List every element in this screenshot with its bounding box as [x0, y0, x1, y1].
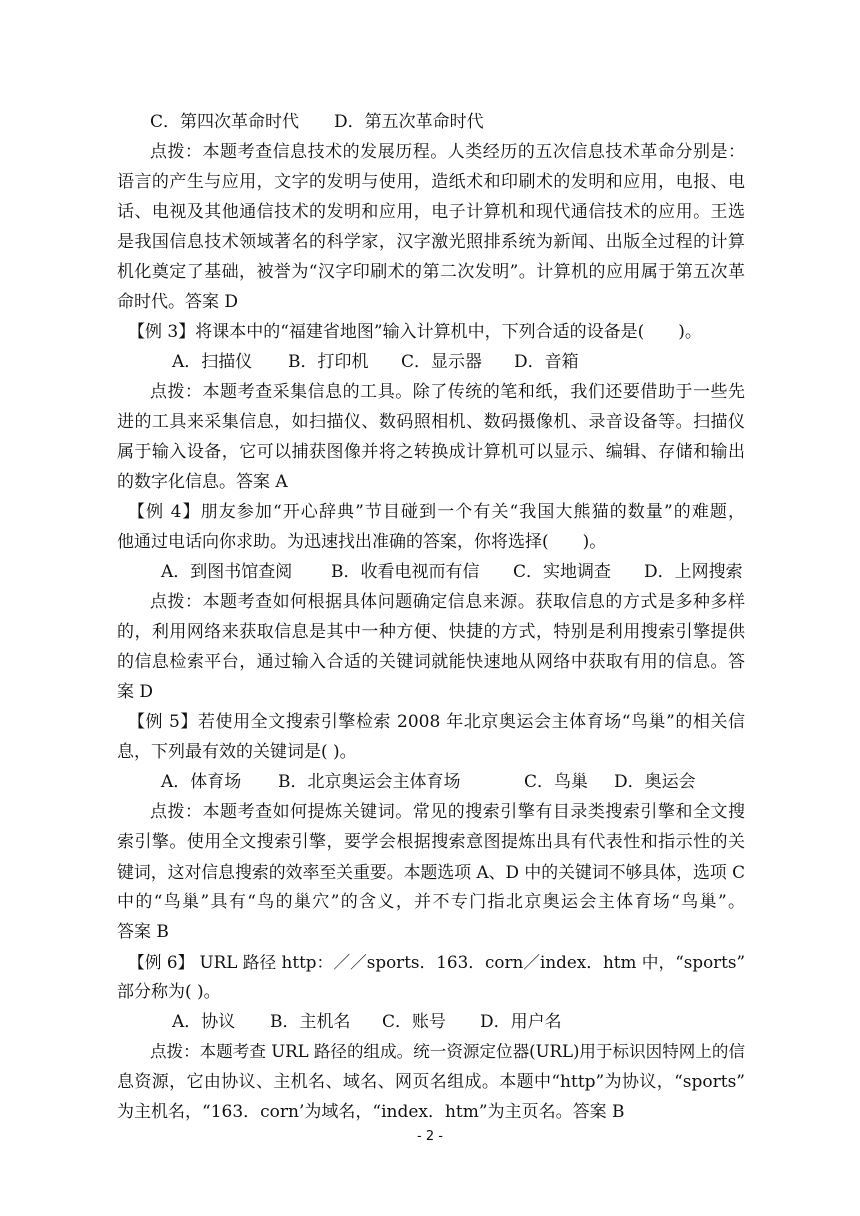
option-b: B．收看电视而有信	[331, 562, 480, 582]
option-d: D．用户名	[480, 1012, 562, 1032]
option-c: C．账号	[382, 1012, 447, 1032]
option-a: A．协议	[172, 1012, 236, 1032]
option-b: B．打印机	[288, 352, 369, 372]
option-d: D．奥运会	[614, 772, 696, 792]
paragraph-line: 命时代。答案 D	[117, 292, 239, 312]
paragraph-line: 为主机名，“163．corn’为域名，“index．htm”为主页名。答案 B	[117, 1102, 625, 1122]
paragraph-line: 中的“鸟巢”具有“鸟的巢穴”的含义，并不专门指北京奥运会主体育场“鸟巢”。	[117, 892, 745, 912]
example-question: 【例 5】若使用全文搜索引擎检索 2008 年北京奥运会主体育场“鸟巢”的相关信	[128, 712, 745, 732]
option-c: C．显示器	[401, 352, 483, 372]
paragraph-line: 点拨：本题考查采集信息的工具。除了传统的笔和纸，我们还要借助于一些先	[150, 382, 745, 402]
paragraph-line: 的数字化信息。答案 A	[117, 472, 288, 492]
paragraph-line: 息资源，它由协议、主机名、域名、网页名组成。本题中“http”为协议，“sports”	[117, 1072, 745, 1092]
paragraph-line: 键词，这对信息搜索的效率至关重要。本题选项 A、D 中的关键词不够具体，选项 C	[117, 862, 745, 882]
paragraph-line: 答案 B	[117, 922, 169, 942]
option-d: D．第五次革命时代	[334, 112, 484, 132]
paragraph-line: 点拨：本题考查 URL 路径的组成。统一资源定位器(URL)用于标识因特网上的信	[150, 1042, 745, 1061]
paragraph-line: 点拨：本题考查信息技术的发展历程。人类经历的五次信息技术革命分别是：	[150, 142, 745, 162]
example-question: 【例 6】 URL 路径 http：／／sports．163．corn／index．htm 中，“sports”	[128, 952, 746, 972]
example-question: 【例 3】将课本中的“福建省地图”输入计算机中，下列合适的设备是( )。	[128, 322, 702, 342]
paragraph-line: 是我国信息技术领域著名的科学家，汉字激光照排系统为新闻、出版全过程的计算	[117, 232, 745, 252]
option-c: C．鸟巢	[524, 772, 589, 792]
paragraph-line: 点拨：本题考查如何提炼关键词。常见的搜索引擎有目录类搜索引擎和全文搜	[150, 802, 745, 822]
option-c: C．第四次革命时代	[150, 112, 300, 132]
page-number: - 2 -	[417, 1129, 443, 1144]
paragraph-line: 进的工具来采集信息，如扫描仪、数码照相机、数码摄像机、录音设备等。扫描仪	[117, 412, 745, 432]
paragraph-line: 话、电视及其他通信技术的发明和应用，电子计算机和现代通信技术的应用。王选	[117, 202, 745, 222]
paragraph-line: 索引擎。使用全文搜索引擎，要学会根据搜索意图提炼出具有代表性和指示性的关	[117, 832, 745, 852]
paragraph-line: 的，利用网络来获取信息是其中一种方便、快捷的方式，特别是利用搜索引擎提供	[117, 622, 745, 642]
option-a: A．体育场	[161, 772, 242, 792]
paragraph-line: 息，下列最有效的关键词是( )。	[117, 742, 357, 762]
option-b: B．主机名	[270, 1012, 351, 1032]
paragraph-line: 的信息检索平台，通过输入合适的关键词就能快速地从网络中获取有用的信息。答	[117, 652, 745, 672]
paragraph-line: 语言的产生与应用，文字的发明与使用，造纸术和印刷术的发明和应用，电报、电	[117, 172, 745, 192]
paragraph-line: 他通过电话向你求助。为迅速找出准确的答案，你将选择( )。	[117, 532, 607, 552]
option-a: A．到图书馆查阅	[161, 562, 293, 582]
paragraph-line: 点拨：本题考查如何根据具体问题确定信息来源。获取信息的方式是多种多样	[150, 592, 745, 612]
option-d: D．上网搜索	[644, 562, 743, 582]
example-question: 【例 4】朋友参加“开心辞典”节目碰到一个有关“我国大熊猫的数量”的难题，	[128, 502, 745, 522]
paragraph-line: 机化奠定了基础，被誉为“汉字印刷术的第二次发明”。计算机的应用属于第五次革	[117, 262, 745, 282]
option-a: A．扫描仪	[172, 352, 253, 372]
option-d: D．音箱	[514, 352, 579, 372]
paragraph-line: 部分称为( )。	[117, 982, 221, 1002]
paragraph-line: 属于输入设备，它可以捕获图像并将之转换成计算机可以显示、编辑、存储和输出	[117, 442, 745, 462]
option-b: B．北京奥运会主体育场	[278, 772, 461, 792]
paragraph-line: 案 D	[117, 682, 154, 702]
option-c: C．实地调查	[513, 562, 612, 582]
